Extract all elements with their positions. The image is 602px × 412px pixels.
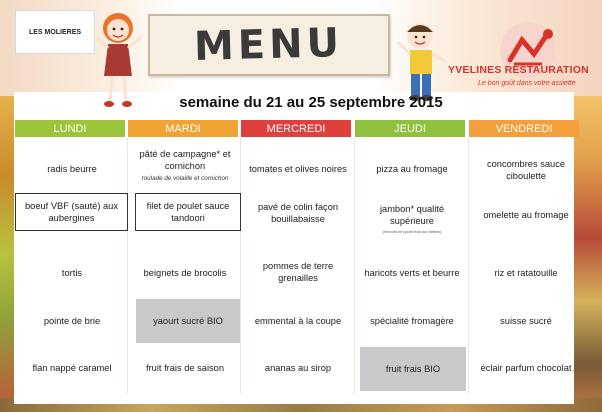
dish-text: spécialité fromagère <box>370 316 454 326</box>
school-label: LES MOLIERES <box>15 10 95 54</box>
menu-item-lundi-starter <box>17 152 127 186</box>
dish-text: riz et ratatouille <box>494 268 558 278</box>
menu-item-jeudi-dessert <box>360 347 466 391</box>
menu-item-lundi-side <box>17 258 127 288</box>
dish-text: concombres sauce ciboulette <box>486 159 566 181</box>
dish-text: pavé de colin façon bouillabaisse <box>257 202 339 224</box>
menu-item-mercredi-side <box>243 254 353 290</box>
menu-item-lundi-cheese <box>17 306 127 336</box>
girl-illustration-icon <box>92 8 150 110</box>
menu-item-vendredi-cheese <box>471 306 581 336</box>
dish-text: yaourt sucré BIO <box>153 316 223 326</box>
dish-note: (émincés de poulet froid aux herbes) <box>382 230 442 234</box>
dish-text: fruit frais de saison <box>145 363 225 373</box>
dish-text: suisse sucré <box>500 316 552 326</box>
dish-text: éclair parfum chocolat <box>480 363 572 373</box>
menu-item-mercredi-dessert <box>243 353 353 383</box>
dish-text: boeuf VBF (sauté) aux aubergines <box>24 201 119 223</box>
menu-item-vendredi-main <box>471 200 581 230</box>
column-divider <box>354 138 355 394</box>
dish-text: haricots verts et beurre <box>364 268 460 278</box>
dish-text: radis beurre <box>47 164 97 174</box>
menu-item-vendredi-dessert <box>471 353 581 383</box>
day-header-mercredi: MERCREDI <box>241 120 351 137</box>
dish-text: pizza au fromage <box>376 164 448 174</box>
dish-text: tortis <box>61 268 83 278</box>
brand-logo-icon <box>462 20 600 100</box>
dish-text: filet de poulet sauce tandoori <box>146 201 230 223</box>
menu-item-mardi-cheese <box>136 299 240 343</box>
dish-text: beignets de brocolis <box>143 268 227 278</box>
menu-item-mercredi-cheese <box>243 306 353 336</box>
menu-item-lundi-main <box>15 193 128 231</box>
dish-note: roulade de volaille et cornichon <box>141 174 229 182</box>
dish-text: ananas au sirop <box>264 363 332 373</box>
column-divider <box>127 138 128 394</box>
dish-text: jambon* qualité supérieure <box>379 204 445 226</box>
column-divider <box>468 138 469 394</box>
dish-text: tomates et olives noires <box>249 164 347 174</box>
dish-text: pointe de brie <box>43 316 101 326</box>
day-header-mardi: MARDI <box>128 120 238 137</box>
dish-text: fruit frais BIO <box>385 364 441 374</box>
menu-item-mardi-side <box>130 258 240 288</box>
menu-item-mardi-starter <box>130 142 240 188</box>
menu-item-vendredi-side <box>471 258 581 288</box>
week-title: semaine du 21 au 25 septembre 2015 <box>179 94 443 111</box>
dish-text: flan nappé caramel <box>32 363 112 373</box>
menu-item-jeudi-cheese <box>357 306 467 336</box>
column-divider <box>240 138 241 394</box>
dish-text: pâté de campagne* et cornichon <box>139 148 231 171</box>
menu-item-jeudi-starter <box>357 154 467 184</box>
day-header-jeudi: JEUDI <box>355 120 465 137</box>
menu-item-mardi-main <box>135 193 241 231</box>
menu-item-mercredi-main <box>243 195 353 231</box>
day-header-lundi: LUNDI <box>15 120 125 137</box>
menu-item-mercredi-starter <box>243 154 353 184</box>
menu-item-jeudi-main <box>357 194 467 244</box>
day-header-vendredi: VENDREDI <box>469 120 579 137</box>
boy-illustration-icon <box>396 18 456 104</box>
menu-title: MENU <box>193 20 345 70</box>
dish-text: pommes de terre grenailles <box>262 261 334 283</box>
menu-item-mardi-dessert <box>130 353 240 383</box>
brand-tagline: Le bon goût dans votre assiette <box>478 80 576 87</box>
dish-text: emmental à la coupe <box>254 316 342 326</box>
brand-name: YVELINES RESTAURATION <box>448 64 589 76</box>
menu-item-vendredi-starter <box>471 152 581 188</box>
menu-board <box>148 14 390 76</box>
dish-text: omelette au fromage <box>483 210 569 220</box>
menu-item-jeudi-side <box>357 258 467 288</box>
menu-item-lundi-dessert <box>17 353 127 383</box>
